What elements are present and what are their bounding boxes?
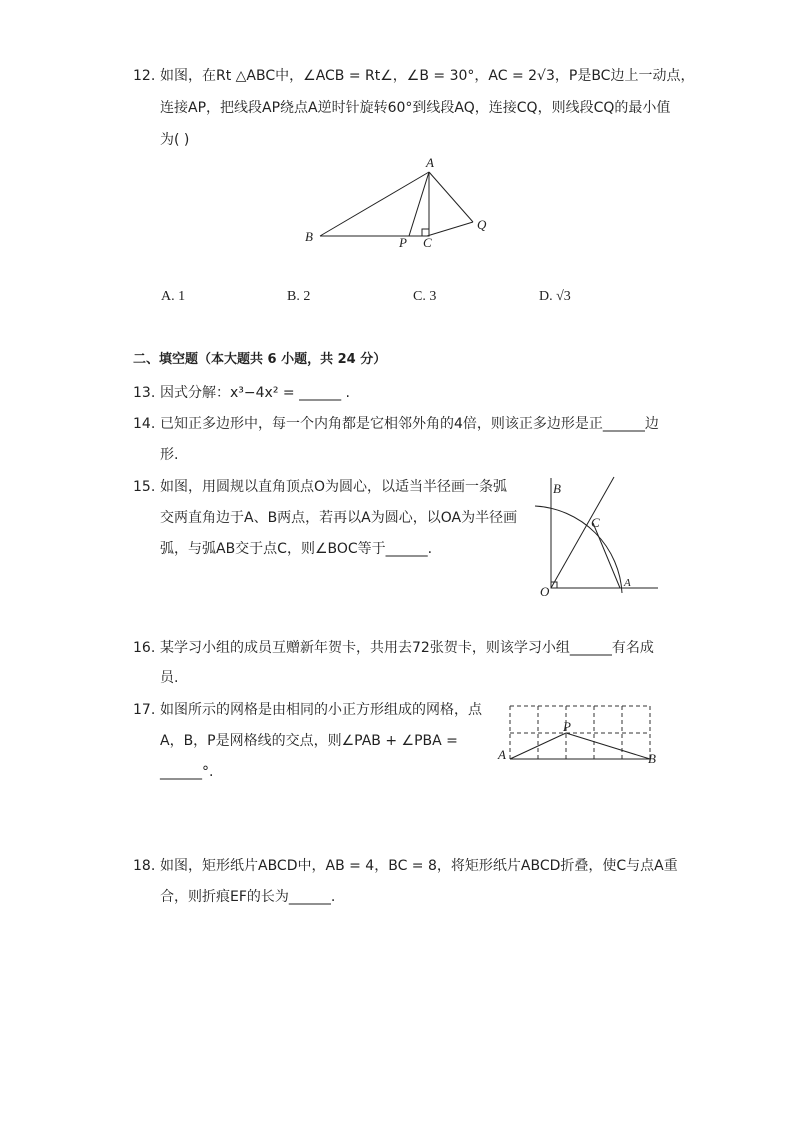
question-14-number: 14. (133, 416, 156, 432)
question-18-text-line2: 合，则折痕EF的长为______. (160, 889, 336, 905)
question-13-number: 13. (133, 385, 156, 401)
question-15-text-line1: 如图，用圆规以直角顶点O为圆心，以适当半径画一条弧 (160, 479, 508, 495)
label-A: A (498, 747, 506, 762)
label-P: P (563, 719, 571, 734)
question-15-figure (530, 475, 670, 605)
label-A: A (426, 155, 434, 170)
label-A: A (624, 577, 631, 589)
question-12-text-line1: 如图，在Rt △ABC中，∠ACB = Rt∠，∠B = 30°，AC = 2√3，P是BC边上一动点， (160, 68, 695, 84)
label-Q: Q (477, 217, 487, 232)
question-14-text-line2: 形. (160, 447, 179, 463)
question-15-text-line2: 交两直角边于A、B两点，若再以A为圆心，以OA为半径画 (160, 510, 518, 526)
question-12-figure (300, 152, 500, 252)
question-12-text-line3: 为( ) (160, 132, 190, 148)
question-14-text-line1: 已知正多边形中，每一个内角都是它相邻外角的4倍，则该正多边形是正______边 (160, 416, 659, 432)
label-C: C (591, 515, 600, 530)
question-16-text-line2: 员. (160, 670, 179, 686)
question-12-text-line2: 连接AP，把线段AP绕点A逆时针旋转60°到线段AQ，连接CQ，则线段CQ的最小值 (160, 100, 671, 116)
question-17-text-line1: 如图所示的网格是由相同的小正方形组成的网格，点 (160, 702, 482, 718)
option-C: C. 3 (413, 289, 437, 304)
label-O: O (540, 584, 550, 599)
option-D: D. √3 (539, 289, 571, 304)
question-13-text: 因式分解：x³−4x² = ______ . (160, 385, 350, 401)
question-18-number: 18. (133, 858, 156, 874)
label-B: B (553, 481, 561, 496)
segment-AC (593, 523, 620, 588)
segment-AB (320, 172, 429, 236)
question-17-figure (495, 700, 665, 770)
question-18-text-line1: 如图，矩形纸片ABCD中，AB = 4，BC = 8，将矩形纸片ABCD折叠，使C与点A重 (160, 858, 678, 874)
question-17-number: 17. (133, 702, 156, 718)
question-16-number: 16. (133, 640, 156, 656)
label-P: P (399, 235, 407, 250)
section-2-heading: 二、填空题（本大题共 6 小题，共 24 分） (133, 352, 387, 367)
label-C: C (423, 235, 432, 250)
option-A: A. 1 (161, 289, 186, 304)
arc-AB (535, 506, 622, 593)
question-15-text-line3: 弧，与弧AB交于点C，则∠BOC等于______. (160, 541, 433, 557)
label-B: B (648, 751, 656, 766)
option-B: B. 2 (287, 289, 311, 304)
segment-CQ (427, 222, 473, 236)
question-17-text-line3: ______°. (160, 764, 214, 780)
question-15-number: 15. (133, 479, 156, 495)
segment-AQ (429, 172, 473, 222)
question-17-text-line2: A，B，P是网格线的交点，则∠PAB + ∠PBA = (160, 733, 458, 749)
label-B: B (305, 229, 313, 244)
question-16-text-line1: 某学习小组的成员互赠新年贺卡，共用去72张贺卡，则该学习小组______有名成 (160, 640, 654, 656)
segment-PB (566, 733, 650, 759)
question-12-number: 12. (133, 68, 156, 84)
